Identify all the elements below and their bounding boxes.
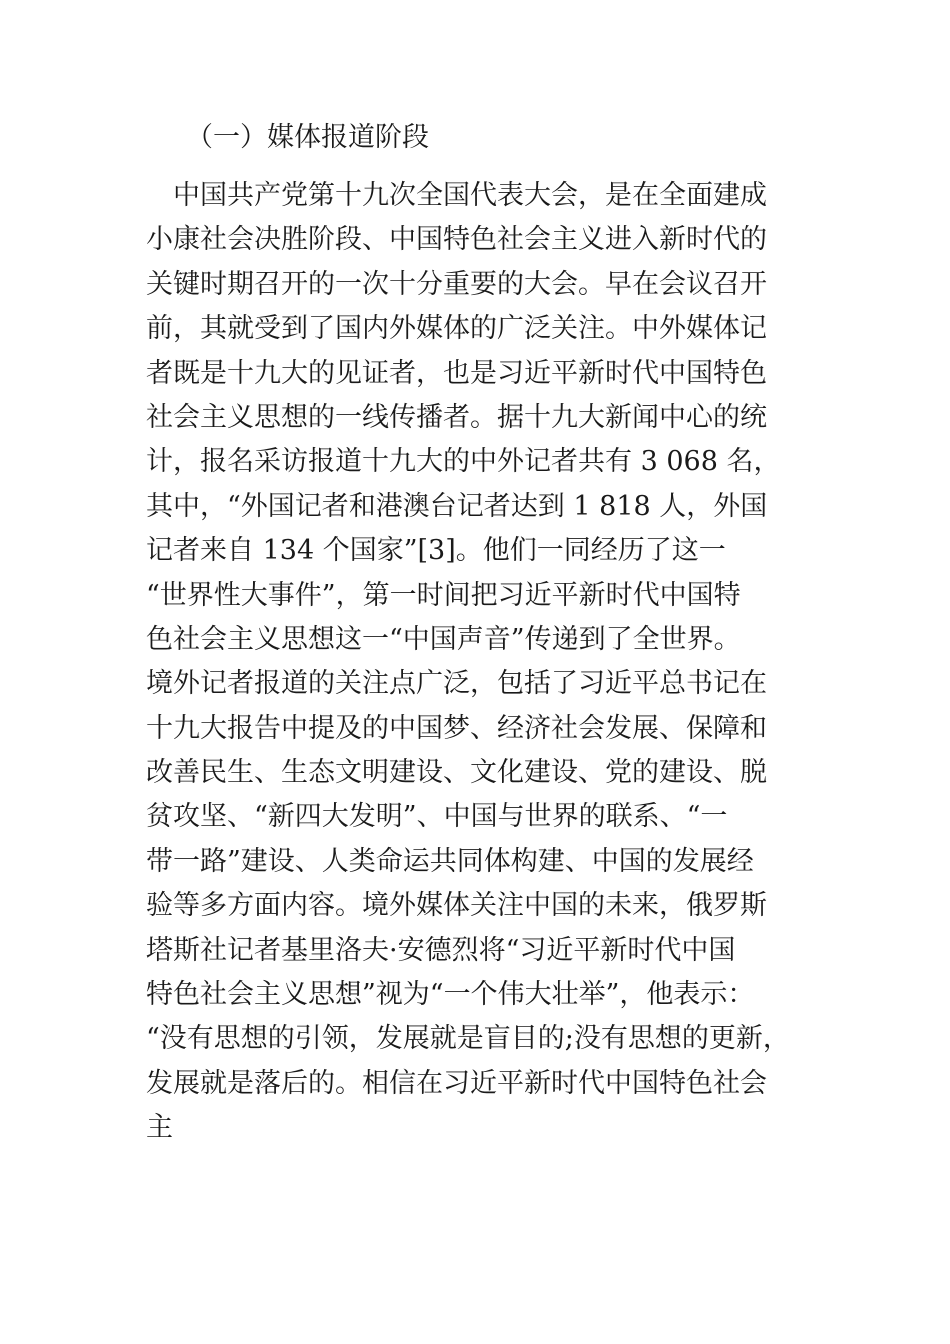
paragraph-line: “世界性大事件”，第一时间把习近平新时代中国特: [146, 579, 741, 611]
paragraph-line: 特色社会主义思想”视为“一个伟大壮举”，他表示：: [146, 979, 755, 1011]
paragraph-line: 计，报名采访报道十九大的中外记者共有 3 068 名，: [146, 446, 781, 478]
paragraph-line: 十九大报告中提及的中国梦、经济社会发展、保障和: [146, 712, 767, 744]
paragraph-line: 发展就是落后的。相信在习近平新时代中国特色社会: [146, 1067, 767, 1099]
paragraph-line: 色社会主义思想这一“中国声音”传递到了全世界。: [146, 623, 741, 655]
paragraph-line: 境外记者报道的关注点广泛，包括了习近平总书记在: [146, 668, 767, 700]
section-heading: （一）媒体报道阶段: [186, 122, 429, 153]
paragraph-line: 记者来自 134 个国家”[3]。他们一同经历了这一: [146, 535, 726, 567]
paragraph-line: 塔斯社记者基里洛夫·安德烈将“习近平新时代中国: [146, 934, 736, 966]
paragraph-line: 主: [146, 1112, 173, 1144]
paragraph-line: 其中，“外国记者和港澳台记者达到 1 818 人，外国: [146, 490, 768, 522]
paragraph-line: 小康社会决胜阶段、中国特色社会主义进入新时代的: [146, 224, 767, 256]
paragraph-line: 社会主义思想的一线传播者。据十九大新闻中心的统: [146, 401, 767, 433]
paragraph-line: 前，其就受到了国内外媒体的广泛关注。中外媒体记: [146, 313, 767, 345]
paragraph-line: 验等多方面内容。境外媒体关注中国的未来，俄罗斯: [146, 890, 767, 922]
paragraph-line: 关键时期召开的一次十分重要的大会。早在会议召开: [146, 268, 767, 300]
paragraph-line: 中国共产党第十九次全国代表大会，是在全面建成: [146, 180, 767, 211]
paragraph-line: 带一路”建设、人类命运共同体构建、中国的发展经: [146, 845, 754, 877]
paragraph-line: “没有思想的引领，发展就是盲目的;没有思想的更新，: [146, 1023, 790, 1055]
paragraph-line: 改善民生、生态文明建设、文化建设、党的建设、脱: [146, 757, 767, 789]
paragraph-line: 贫攻坚、“新四大发明”、中国与世界的联系、“一: [146, 801, 728, 833]
body-paragraph: [146, 174, 826, 1151]
paragraph-line: 者既是十九大的见证者，也是习近平新时代中国特色: [146, 357, 767, 389]
